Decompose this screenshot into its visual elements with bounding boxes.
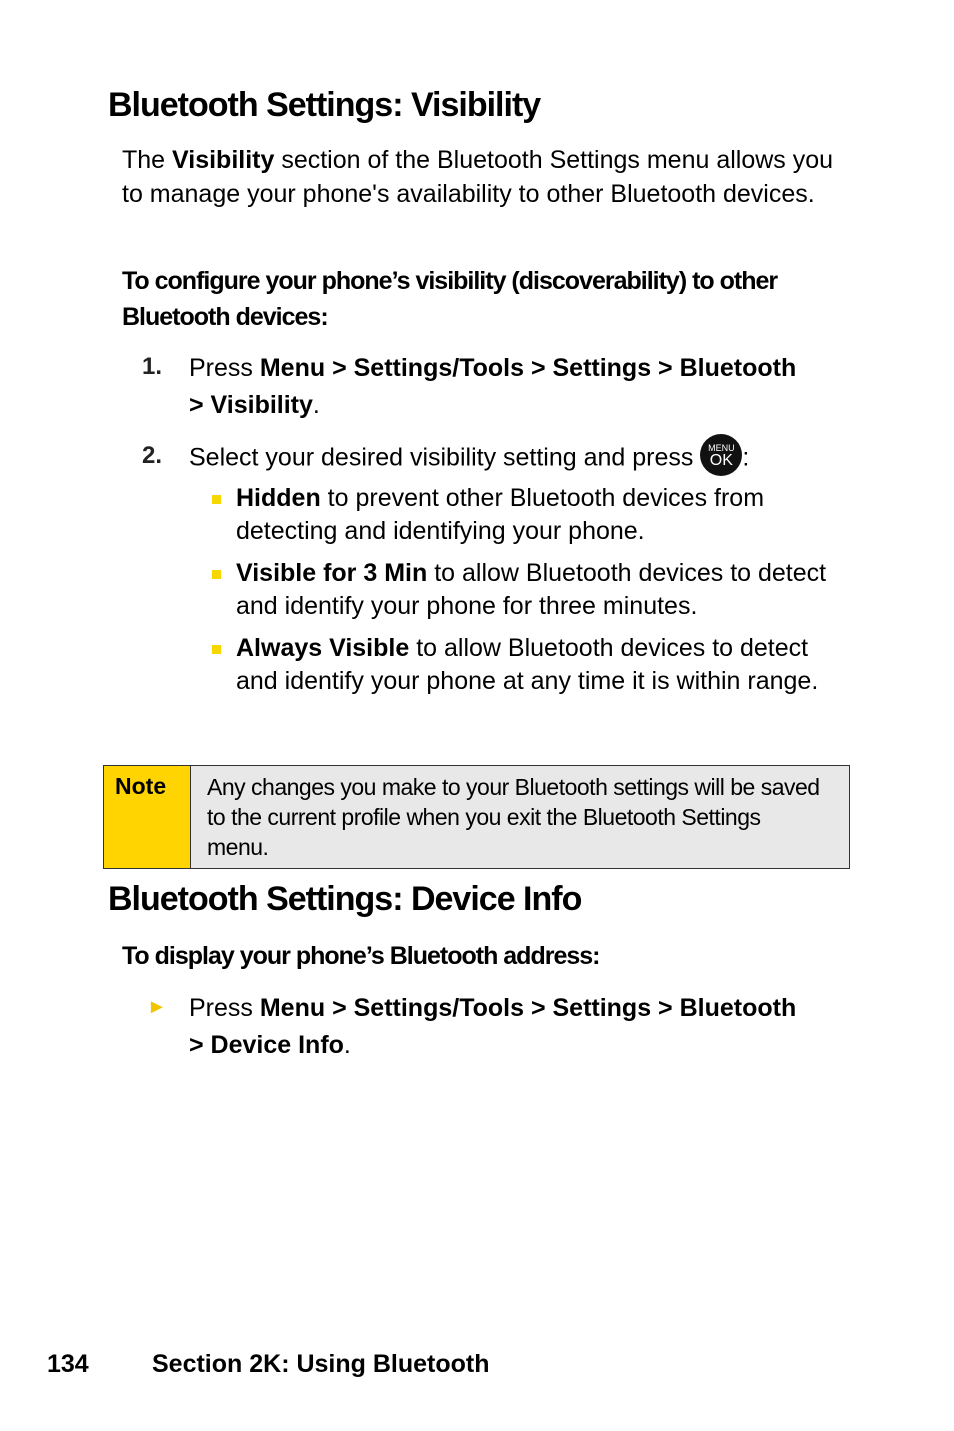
device-info-subheading: To display your phone’s Bluetooth address: — [122, 942, 600, 970]
step-number: 1. — [142, 353, 163, 380]
menu-path: Menu > Settings/Tools > Settings > Bluetooth > Device Info — [189, 994, 797, 1059]
step-1: Press Menu > Settings/Tools > Settings > Bluetooth > Visibility. — [189, 354, 797, 419]
note-label: Note — [104, 766, 191, 868]
section-title: Bluetooth Settings: Device Info — [108, 880, 582, 918]
footer-section-title: Section 2K: Using Bluetooth — [152, 1350, 490, 1378]
page-number: 134 — [47, 1350, 89, 1378]
square-bullet-icon — [212, 495, 221, 504]
menu-ok-key-icon: MENU OK — [700, 434, 742, 476]
intro-bold-term: Visibility — [172, 146, 275, 174]
step-2: Select your desired visibility setting and press MENU OK : — [189, 438, 829, 480]
square-bullet-icon — [212, 570, 221, 579]
triangle-arrow-icon: ► — [147, 996, 167, 1018]
square-bullet-icon — [212, 645, 221, 654]
step-number: 2. — [142, 442, 163, 469]
intro-paragraph: The Visibility section of the Bluetooth Settings menu allows you to manage your phone's availability to other Bluetooth devices. — [122, 146, 834, 208]
note-text: Any changes you make to your Bluetooth settings will be saved to the current profile when you exit the Bluetooth Settings menu. — [207, 774, 820, 860]
list-item: Always Visible to allow Bluetooth devices to detect and identify your phone at any time it is within range. — [236, 632, 846, 698]
page-title: Bluetooth Settings: Visibility — [108, 86, 541, 124]
list-item: Visible for 3 Min to allow Bluetooth devices to detect and identify your phone for three minutes. — [236, 557, 861, 623]
list-item: Hidden to prevent other Bluetooth devices from detecting and identifying your phone. — [236, 482, 836, 548]
note-box — [103, 765, 850, 869]
device-info-step: Press Menu > Settings/Tools > Settings > Bluetooth > Device Info. — [189, 994, 797, 1059]
visibility-subheading: To configure your phone’s visibility (discoverability) to other Bluetooth devices: — [122, 267, 778, 331]
menu-path: Menu > Settings/Tools > Settings > Bluetooth > Visibility — [189, 354, 797, 419]
